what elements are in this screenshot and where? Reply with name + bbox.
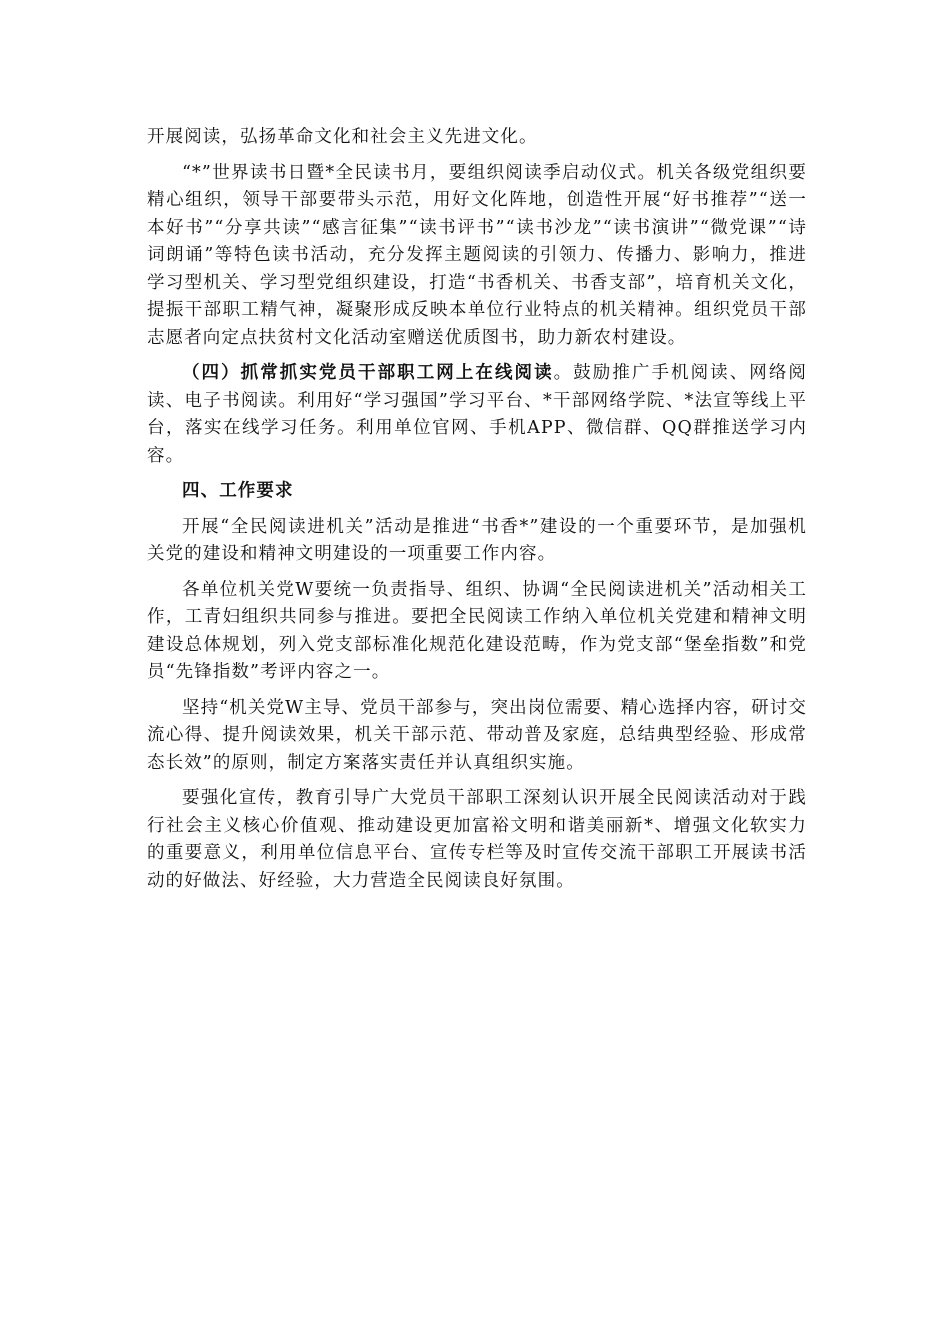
paragraph-importance: 开展“全民阅读进机关”活动是推进“书香*”建设的一个重要环节，是加强机关党的建设和精神文明建设的一项重要工作内容。 — [147, 516, 807, 564]
paragraph-publicity: 要强化宣传，教育引导广大党员干部职工深刻认识开展全民阅读活动对于践行社会主义核心价值观、推动建设更加富裕文明和谐美丽新*、增强文化软实力的重要意义，利用单位信息平台、宣传专栏等及时宣传交流干部职工开展读书活动的好做法、好经验，大力营造全民阅读良好氛围。 — [147, 788, 807, 891]
paragraph-principles: 坚持“机关党W主导、党员干部参与，突出岗位需要、精心选择内容，研讨交流心得、提升阅读效果，机关干部示范、带动普及家庭，总结典型经验、形成常态长效”的原则，制定方案落实责任并认真组织实施。 — [147, 697, 807, 773]
paragraph-online-reading — [147, 360, 807, 470]
document-body — [147, 124, 807, 903]
paragraph-online-reading-text: 。鼓励推广手机阅读、网络阅读、电子书阅读。利用好“学习强国”学习平台、*干部网络学院、*法宣等线上平台，落实在线学习任务。利用单位官网、手机APP、微信群、QQ群推送学习内容。 — [147, 363, 807, 466]
paragraph-continuation: 开展阅读，弘扬革命文化和社会主义先进文化。 — [147, 127, 538, 147]
paragraph-responsibility: 各单位机关党W要统一负责指导、组织、协调“全民阅读进机关”活动相关工作，工青妇组织共同参与推进。要把全民阅读工作纳入单位机关党建和精神文明建设总体规划，列入党支部标准化规范化建设范畴，作为党支部“堡垒指数”和党员“先锋指数”考评内容之一。 — [147, 579, 807, 682]
paragraph-reading-day: “*”世界读书日暨*全民读书月，要组织阅读季启动仪式。机关各级党组织要精心组织，领导干部要带头示范，用好文化阵地，创造性开展“好书推荐”“送一本好书”“分享共读”“感言征集”“读书评书”“读书沙龙”“读书演讲”“微党课”“诗词朗诵”等特色读书活动，充分发挥主题阅读的引领力、传播力、影响力，推进学习型机关、学习型党组织建设，打造“书香机关、书香支部”，培育机关文化，提振干部职工精气神，凝聚形成反映本单位行业特点的机关精神。组织党员干部志愿者向定点扶贫村文化活动室赠送优质图书，助力新农村建设。 — [147, 162, 807, 348]
subsection-title-online-reading: （四）抓常抓实党员干部职工网上在线阅读 — [182, 363, 554, 383]
section-heading-requirements: 四、工作要求 — [182, 481, 294, 501]
